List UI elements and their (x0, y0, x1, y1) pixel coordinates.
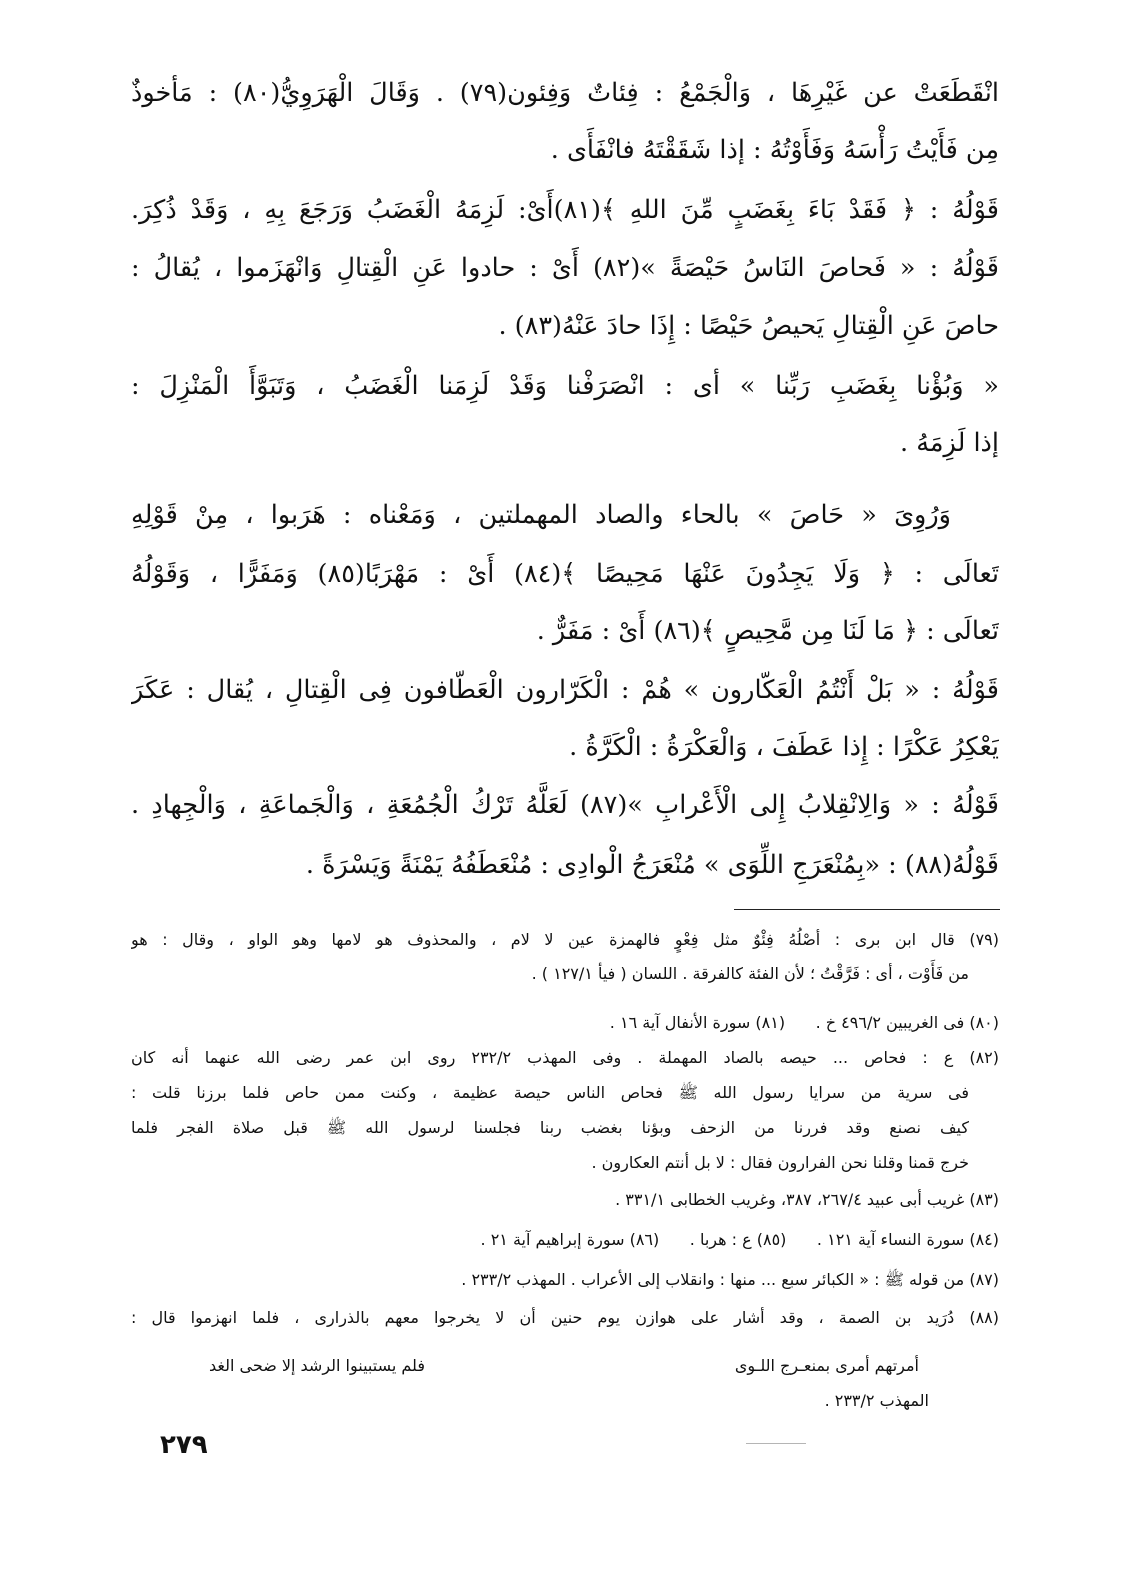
text-line: حاصَ عَنِ الْقِتالِ يَحيصُ حَيْصًا : إِذَا حادَ عَنْهُ(٨٣) . (498, 311, 999, 341)
text-line: تَعالَى : ﴿ مَا لَنَا مِن مَّحِيصٍ ﴾(٨٦) أَىْ : مَفَرٌّ . (536, 616, 999, 646)
text-line: قَوْلُهُ : « فَحاصَ النَاسُ حَيْصَةً »(٨٢) أَىْ : حادوا عَنِ الْقِتالِ وَانْهَزَموا ، يُقالُ : (131, 253, 999, 283)
text-line: إذا لَزِمَهُ . (899, 428, 999, 458)
footnote-line: من فَأَوْت ، أى : فَرَّقْتُ ؛ لأن الفئة كالفرقة . اللسان ( فيأ ١٢٧/١ ) . (531, 964, 969, 983)
text-line: يَعْكِرُ عَكْرًا : إِذا عَطَفَ ، وَالْعَكْرَةُ : الْكَرَّةُ . (569, 732, 999, 762)
footnote-line: فى سرية من سرايا رسول الله ﷺ فحاص الناس حيصة عظيمة ، وكنت ممن حاص فلما برزنا قلت : (131, 1083, 969, 1102)
text-line: قَوْلُهُ : « بَلْ أَنْتُمُ الْعَكّارون » هُمْ : الْكَرّارون الْعَطّافون فِى الْقِتالِ ، يُقال : عَكَرَ (131, 675, 999, 705)
paragraph-first-line: وَرُوِىَ « حَاصَ » بالحاء والصاد المهملتين ، وَمَعْناه : هَرَبوا ، مِنْ قَوْلِهِ (131, 500, 951, 530)
text-line: قَوْلُهُ(٨٨) : «بِمُنْعَرَجِ اللِّوَى » مُنْعَرَجُ الْوادِى : مُنْعَطَفُهُ يَمْنَةً وَيَسْرَةً . (305, 850, 999, 880)
footnote-line: (٨٧) من قوله ﷺ : « الكبائر سبع ... منها : وانقلاب إلى الأعراب . المهذب ٢٣٣/٢ . (461, 1270, 999, 1289)
footnote-line: (٨٤) سورة النساء آية ١٢١ . (٨٥) ع : هربا . (٨٦) سورة إبراهيم آية ٢١ . (480, 1230, 999, 1249)
poem-hemistich: أمرتهم أمرى بمنعـرج اللـوى (734, 1356, 919, 1375)
poem-hemistich: فلم يستبينوا الرشد إلا ضحى الغد (209, 1356, 425, 1375)
text-line: مِن فَأَيْتُ رَأْسَهُ وَفَأَوْتُهُ : إذا شَقَقْتَهُ فانْفَأَى . (550, 135, 999, 165)
text-line: تَعالَى : ﴿ وَلَا يَجِدُونَ عَنْهَا مَحِيصًا ﴾(٨٤) أَىْ : مَهْرَبًا(٨٥) وَمَفَرًّا ، وَقَوْلُهُ (131, 559, 999, 589)
footnote-line: (٨٢) ع : فحاص ... حيصه بالصاد المهملة . وفى المهذب ٢٣٢/٢ روى ابن عمر رضى الله عنهما أنه كان (131, 1048, 999, 1067)
page-number: ٢٧٩ (160, 1430, 208, 1460)
footnote-separator (734, 909, 1000, 910)
poem-verse (209, 1349, 919, 1383)
scan-mark (746, 1443, 806, 1444)
text-line: « وَبُؤْنا بِغَضَبِ رَبِّنا » أى : انْصَرَفْنا وَقَدْ لَزِمَنا الْغَضَبُ ، وَتَبَوَّأَ الْمَنْزِلَ : (131, 371, 999, 401)
footnote-line: كيف نصنع وقد فررنا من الزحف وبؤنا بغضب ربنا فجلسنا لرسول الله ﷺ قبل صلاة الفجر فلما (131, 1118, 969, 1137)
footnote-line: (٨٠) فى الغريبين ٤٩٦/٢ خ . (٨١) سورة الأنفال آية ١٦ . (609, 1013, 999, 1032)
footnote-source: المهذب ٢٣٣/٢ . (824, 1391, 929, 1410)
footnote-line: (٨٣) غريب أبى عبيد ٢٦٧/٤، ٣٨٧، وغريب الخطابى ٣٣١/١ . (615, 1190, 999, 1209)
footnote-line: خرج قمنا وقلنا نحن الفرارون فقال : لا بل أنتم العكارون . (591, 1153, 969, 1172)
text-line: قَوْلُهُ : ﴿ فَقَدْ بَاءَ بِغَضَبٍ مِّنَ اللهِ ﴾(٨١)أَىْ: لَزِمَهُ الْغَضَبُ وَرَجَعَ بِهِ ، وَقَدْ ذُكِرَ. (131, 195, 999, 225)
footnote-line: (٧٩) قال ابن برى : أصْلُهُ فِئْوٌ مثل فِعْوٍ فالهمزة عين لا لام ، والمحذوف هو لامها وهو الواو ، وقال : هو (131, 930, 999, 949)
text-line: قَوْلُهُ : « وَالِانْقِلابُ إِلى الْأَعْرابِ »(٨٧) لَعَلَّهُ تَرْكُ الْجُمُعَةِ ، وَالْجَماعَةِ ، وَالْجِهادِ . (131, 790, 999, 820)
footnote-line: (٨٨) دُرَيد بن الصمة ، وقد أشار على هوازن يوم حنين أن لا يخرجوا معهم بالذرارى ، فلما انهزموا قال : (131, 1308, 999, 1327)
text-line: انْقَطَعَتْ عن غَيْرِهَا ، وَالْجَمْعُ : فِئاتٌ وَفِئون(٧٩) . وَقَالَ الْهَرَوِيُّ(٨٠) : مَأخوذٌ (131, 78, 999, 108)
